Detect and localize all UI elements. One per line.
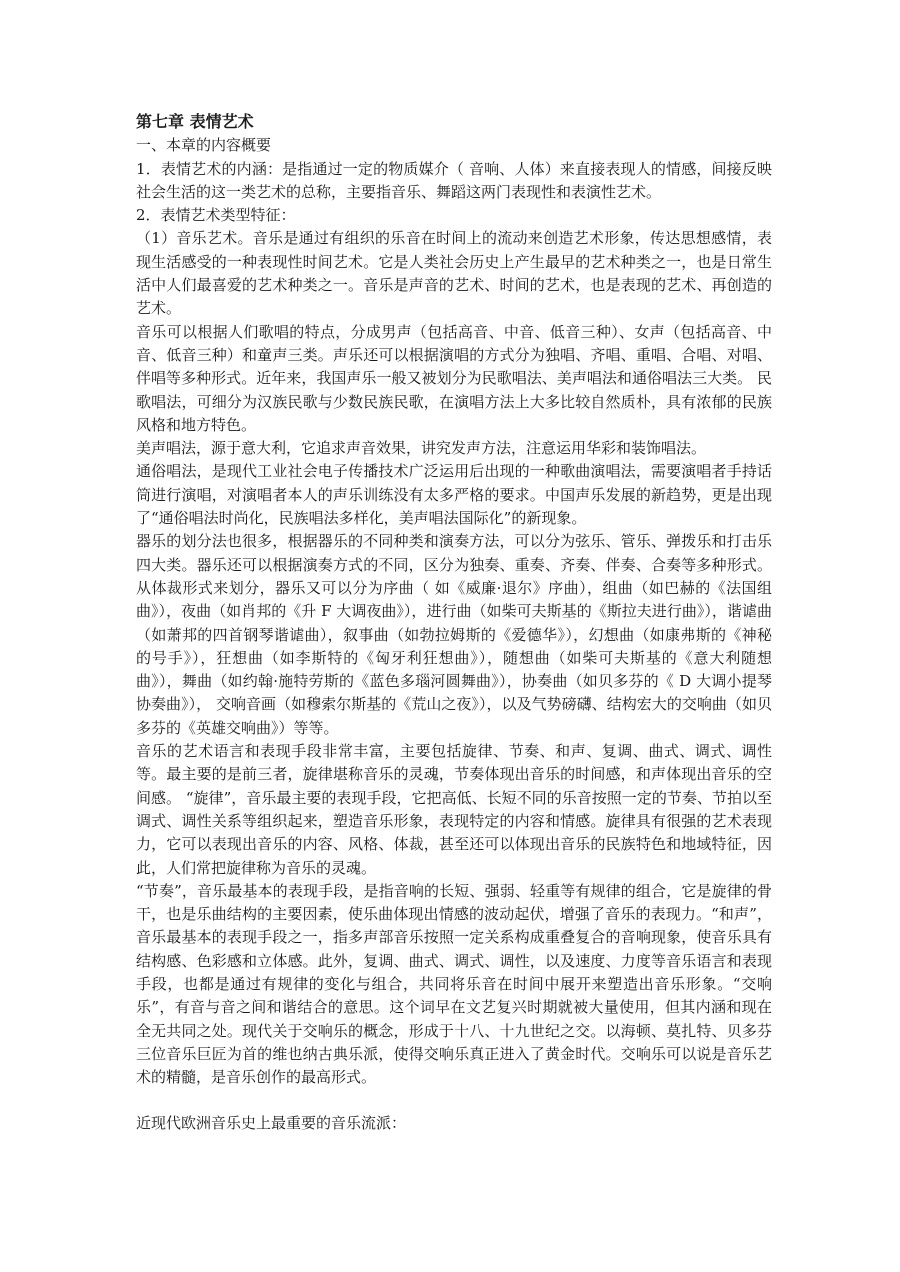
section-heading: 一、本章的内容概要 [136, 136, 272, 155]
paragraph: 音乐的艺术语言和表现手段非常丰富，主要包括旋律、节奏、和声、复调、曲式、调式、调性等。最主要的是前三者，旋律堪称音乐的灵魂，节奏体现出音乐的时间感，和声体现出音乐的空间感。 “旋律”，音乐最主要的表现手段，它把高低、长短不同的乐音按照一定的节奏、节拍以至调式、调性关系等组织起来，塑造音乐形象，表现特定的内容和情感。旋律具有很强的艺术表现力，它可以表现出音乐的内容、风格、体裁，甚至还可以体现出音乐的民族特色和地域特征，因此，人们常把旋律称为音乐的灵魂。 [136, 742, 772, 877]
paragraph: 1．表情艺术的内涵：是指通过一定的物质媒介（ 音响、人体）来直接表现人的情感，间接反映社会生活的这一类艺术的总称，主要指音乐、舞蹈这两门表现性和表演性艺术。 [136, 159, 772, 201]
paragraph: 器乐的划分法也很多，根据器乐的不同种类和演奏方法，可以分为弦乐、管乐、弹拨乐和打击乐四大类。器乐还可以根据演奏方式的不同，区分为独奏、重奏、齐奏、伴奏、合奏等多种形式。 从体裁形式来划分，器乐又可以分为序曲（ 如《威廉·退尔》序曲），组曲（如巴赫的《法国组曲》），夜曲（如肖邦的《升 F 大调夜曲》），进行曲（如柴可夫斯基的《斯拉夫进行曲》），谐谑曲（如萧邦的四首钢琴谐谑曲），叙事曲（如勃拉姆斯的《爱德华》），幻想曲（如康弗斯的《神秘的号手》），狂想曲（如李斯特的《匈牙利狂想曲》），随想曲（如柴可夫斯基的《意大利随想曲》），舞曲（如约翰·施特劳斯的《蓝色多瑙河圆舞曲》），协奏曲（如贝多芬的《 D 大调小提琴协奏曲》）， 交响音画（如穆索尔斯基的《荒山之夜》），以及气势磅礴、结构宏大的交响曲（如贝多芬的《英雄交响曲》）等等。 [136, 532, 772, 737]
paragraph: 通俗唱法，是现代工业社会电子传播技术广泛运用后出现的一种歌曲演唱法，需要演唱者手持话筒进行演唱，对演唱者本人的声乐训练没有太多严格的要求。中国声乐发展的新趋势，更是出现了“通俗唱法时尚化，民族唱法多样化，美声唱法国际化”的新现象。 [136, 462, 772, 528]
paragraph: 美声唱法，源于意大利，它追求声音效果，讲究发声方法，注意运用华彩和装饰唱法。 [136, 439, 707, 458]
paragraph: （1）音乐艺术。音乐是通过有组织的乐音在时间上的流动来创造艺术形象，传达思想感情，表现生活感受的一种表现性时间艺术。它是人类社会历史上产生最早的艺术种类之一，也是日常生活中人们最喜爱的艺术种类之一。音乐是声音的艺术、时间的艺术，也是表现的艺术、再创造的艺术。 [136, 229, 772, 318]
chapter-title: 第七章 表情艺术 [136, 112, 254, 131]
paragraph: “节奏”，音乐最基本的表现手段，是指音响的长短、强弱、轻重等有规律的组合，它是旋律的骨干，也是乐曲结构的主要因素，使乐曲体现出情感的波动起伏，增强了音乐的表现力。“和声”，音乐最基本的表现手段之一，指多声部音乐按照一定关系构成重叠复合的音响现象，使音乐具有结构感、色彩感和立体感。此外，复调、曲式、调式、调性，以及速度、力度等音乐语言和表现手段，也都是通过有规律的变化与组合，共同将乐音在时间中展开来塑造出音乐形象。“交响乐”，有音与音之间和谐结合的意思。这个词早在文艺复兴时期就被大量使用，但其内涵和现在全无共同之处。现代关于交响乐的概念，形成于十八、十九世纪之交。以海顿、莫扎特、贝多芬三位音乐巨匠为首的维也纳古典乐派，使得交响乐真正进入了黄金时代。交响乐可以说是音乐艺术的精髓，是音乐创作的最高形式。 [136, 881, 772, 1087]
spacer [136, 1089, 772, 1112]
paragraph: 2．表情艺术类型特征： [136, 206, 296, 225]
closing-line: 近现代欧洲音乐史上最重要的音乐流派： [136, 1114, 407, 1133]
paragraph: 音乐可以根据人们歌唱的特点，分成男声（包括高音、中音、低音三种）、女声（包括高音、中音、低音三种）和童声三类。声乐还可以根据演唱的方式分为独唱、齐唱、重唱、合唱、对唱、伴唱等多种形式。近年来，我国声乐一般又被划分为民歌唱法、美声唱法和通俗唱法三大类。 民歌唱法，可细分为汉族民歌与少数民族民歌，在演唱方法上大多比较自然质朴，具有浓郁的民族风格和地方特色。 [136, 322, 772, 434]
document-page [136, 110, 772, 1136]
